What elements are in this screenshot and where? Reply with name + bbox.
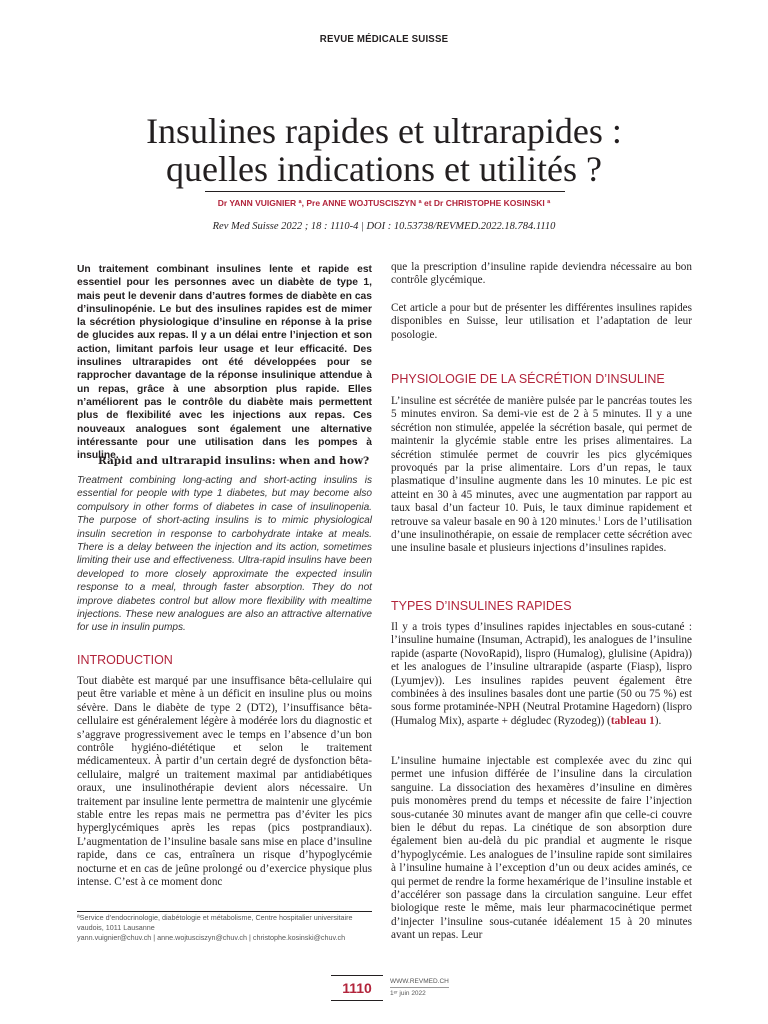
page-number: 1110 [331,975,383,1001]
introduction-continuation: que la prescription d’insuline rapide deviendra nécessaire au bon contrôle glycémique. [391,261,692,287]
issue-date: 1ᵉʳ juin 2022 [390,987,449,999]
physiology-text-part-1: L’insuline est sécrétée de manière pulsée par le pancréas toutes les 5 minutes environ. Sa demi-vie est de 2 à 5 minutes. Il y a une sécrétion non stimulée, appelée la sécrétion basale, qui permet de maintenir la glycémie stable entre les prises alimentaires. La sécrétion stimulée permet de couvrir les pics glycémiques provoqués par la prise alimentaire. Lors d’un repas, le taux plasmatique d’insuline augmente dans les 10 minutes. Le pic est atteint en 30 à 45 minutes, avec une augmentation par rapport au taux basal d’un facteur 10. Puis, le taux diminue rapidement et retrouve sa valeur basale en 90 à 120 minutes. [391,395,692,528]
summary-french: Un traitement combinant insulines lente et rapide est essentiel pour les personnes avec un diabète de type 1, mais peut le devenir dans d’autres formes de diabète en cas d’insulinopénie. Le but des insulines rapides est de mimer la sécrétion physiologique d’insuline en réponse à la prise de glucides aux repas. Il y a un délai entre l’injection et son action, limitant parfois leur usage et leur efficacité. Des insulines ultrarapides ont été développées pour se rapprocher davantage de la réponse insulinique attendue à un repas, grâce à une absorption plus rapide. Elles n’améliorent pas le contrôle du diabète mais permettent plus de flexibilité avec les injections aux repas. Ces nouveaux analogues sont également une alternative intéressante pour une utilisation dans les pompes à insuline. [77,264,372,462]
website-link[interactable]: WWW.REVMED.CH [390,978,449,985]
introduction-text: Tout diabète est marqué par une insuffisance bêta-cellulaire qui peut être variable et mène à un déficit en insuline plus ou moins sévère. Dans le diabète de type 2 (DT2), l’insuffisance bêta-cellulaire est généralement légère à modérée lors du diagnostic et s’aggrave progressivement avec le temps en l’absence d’un bon contrôle hygiéno-diététique et selon le traitement médicamenteux. À partir d’un certain degré de dysfonction bêta-cellulaire, malgré un traitement maximal par antidiabétiques oraux, une insulinothérapie devient alors nécessaire. Un traitement par insuline lente permettra de maintenir une glycémie stable entre les repas mais ne permettra pas d’éviter les pics hyperglycémiques après les repas (pics postprandiaux). L’augmentation de l’insuline basale sans mise en place d’insuline rapide, dans ce cas, entraînera un risque d’hypoglycémie nocturne et en cas de jeûne prolongé ou d’exercice physique plus intense. C’est à ce moment donc [77,675,372,889]
footnote-divider [77,911,372,912]
title-line-1: Insulines rapides et ultrarapides : [146,111,622,151]
types-text-1-end: ). [654,714,662,727]
affiliation: ªService d’endocrinologie, diabétologie et métabolisme, Centre hospitalier universitaire vaudois, 1011 Lausanne [77,913,353,932]
english-abstract: Treatment combining long-acting and short-acting insulins is essential for people with type 1 diabetes, but may become also compulsory in other forms of diabetes in case of insulinopenia. The purpose of short-acting insulins is to mimic physiological insulin secretion in response to carbohydrate intake at meals. There is a delay between the injection and its action, sometimes limiting their use and effectiveness. Ultra-rapid insulins have been developed to more closely approximate the expected insulin response to a meal, through faster absorption. They do not improve diabetes control but allow more flexibility with mealtime injections. These new analogues are also an attractive alternative for use in insulin pumps. [77,475,372,634]
title-divider [205,191,565,192]
table-1-link[interactable]: tableau 1 [610,714,655,727]
authors-line: Dr YANN VUIGNIER ª, Pre ANNE WOJTUSCISZYN ª et Dr CHRISTOPHE KOSINSKI ª [217,198,551,208]
journal-name: REVUE MÉDICALE SUISSE [319,33,449,45]
types-text-2: L’insuline humaine injectable est complexée avec du zinc qui permet une infusion différée de l’insuline dans la circulation sanguine. La dissociation des hexamères d’insuline en dimères puis monomères prend du temps et nécessite de faire l’injection sous-cutanée 30 minutes avant de manger afin que celle-ci couvre bien le début du repas. La cinétique de son absorption dure également bien au-delà du pic prandial et augmente le risque d’hypoglycémie. Les analogues de l’insuline rapide sont similaires à l’insuline humaine à l’exception d’un ou deux acides aminés, ce qui permet de rendre la forme hexamérique de l’insuline instable et d’accélérer son passage dans la circulation sanguine. Leur effet biologique reste le même, mais leur pharmacocinétique permet d’injecter l’insuline sous-cutanée idéalement 15 à 20 minutes avant un repas. Leur [391,755,692,942]
title-line-2: quelles indications et utilités ? [166,149,602,189]
footnote [77,913,377,943]
author-emails: yann.vuignier@chuv.ch | anne.wojtusciszyn@chuv.ch | christophe.kosinski@chuv.ch [77,933,346,942]
article-title [60,112,708,188]
physiology-text-part-2: Lors de l’utilisation d’une insulinothérapie, on essaie de remplacer cette sécrétion avec une insuline basale et plusieurs injections d’insulines rapides. [391,515,692,555]
types-heading: TYPES D’INSULINES RAPIDES [391,599,572,613]
types-text-1-body: Il y a trois types d’insulines rapides injectables en sous-cutané : l’insuline humaine (Insuman, Actrapid), les analogues de l’insuline rapide (asparte (NovoRapid), lispro (Humalog), glulisine (Apidra)) et les analogues de l’insuline ultrarapide (asparte (Fiasp), lispro (Lyumjev)). Les insulines rapides peuvent également être combinées à des insulines basales dont une partie (50 ou 75 %) est sous forme protaminée-NPH (Neutral Protamine Hagedorn) (lispro (Humalog Mix), asparte + dégludec (Ryzodeg)) ( [391,621,692,727]
physiology-heading: PHYSIOLOGIE DE LA SÉCRÉTION D’INSULINE [391,372,665,386]
article-purpose: Cet article a pour but de présenter les différentes insulines rapides disponibles en Suisse, leur utilisation et l’adaptation de leur posologie. [391,302,692,341]
introduction-heading: INTRODUCTION [77,653,173,667]
reference-marker[interactable]: 1 [597,515,601,522]
types-text-1 [391,621,692,728]
citation-line: Rev Med Suisse 2022 ; 18 : 1110-4 | DOI : 10.53738/REVMED.2022.18.784.1110 [212,221,556,232]
physiology-text [391,395,692,556]
english-abstract-title: Rapid and ultrarapid insulins: when and how? [98,455,370,467]
footer-info [390,976,449,999]
